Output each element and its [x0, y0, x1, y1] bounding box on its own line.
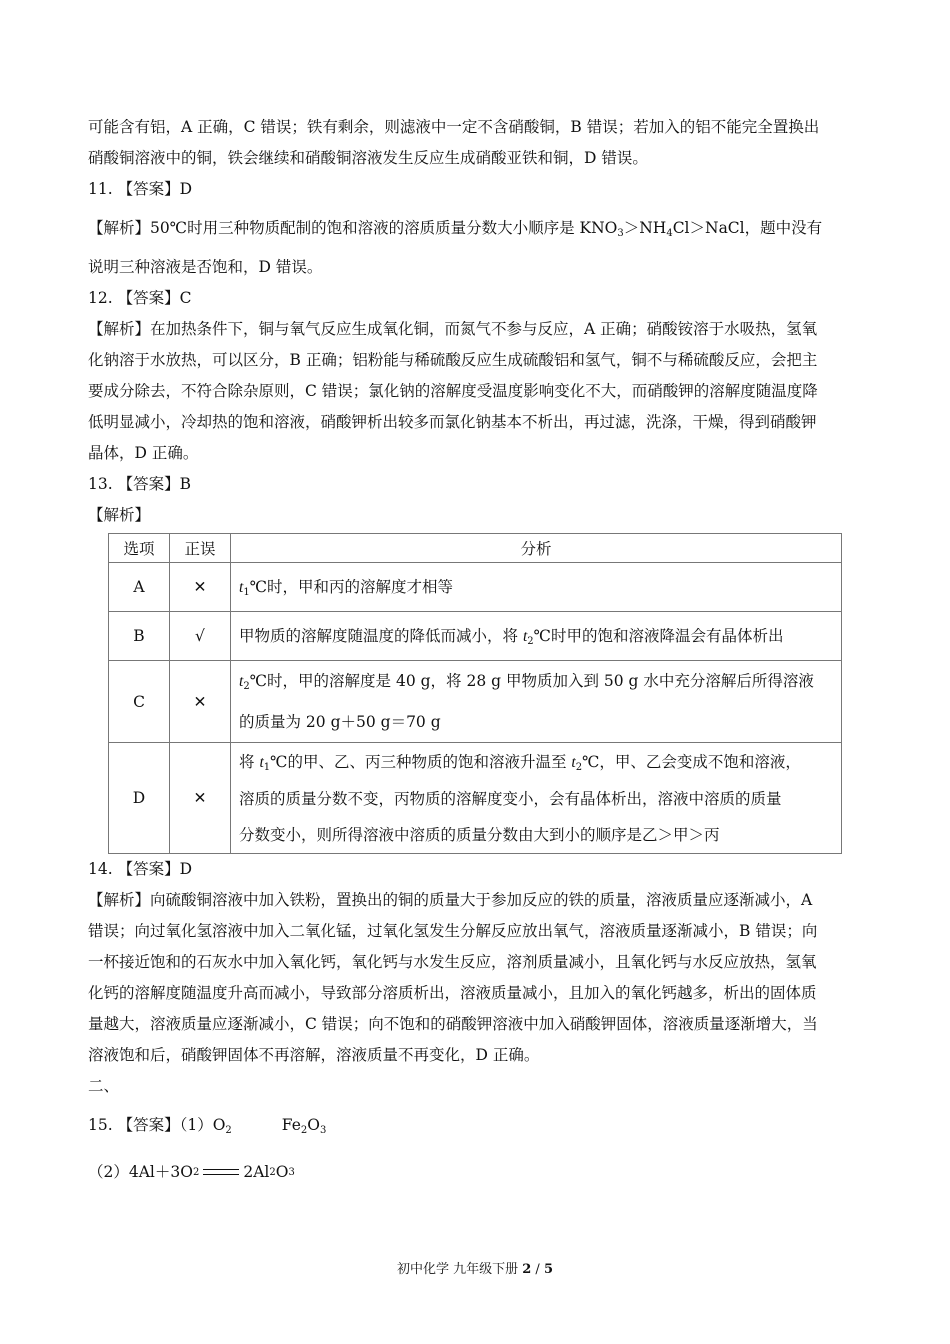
page-footer: [0, 1258, 950, 1277]
q13-answer: 13. 【答案】B: [88, 475, 191, 493]
q13-analysis-label: 【解析】: [88, 506, 151, 524]
footer-page: 2: [522, 1262, 532, 1277]
q12-line-5: 晶体，D 正确。: [88, 444, 199, 462]
row-analysis: 甲物质的溶解度随温度的降低而减小，将 $t_2℃$时甲的饱和溶液降温会有晶体析出: [231, 612, 842, 661]
table-row: [109, 661, 842, 743]
header-judgement: 正误: [170, 534, 231, 563]
row-analysis: 将 $t_1℃$的甲、乙、丙三种物质的饱和溶液升温至 $t_2℃$，甲、乙会变成不饱和溶液， 溶质的质量分数不变，丙物质的溶解度变小，会有晶体析出，溶液中溶质的质量 分数变小，则所得溶液中溶质的质量分数由大到小的顺序是乙＞甲＞丙: [231, 743, 842, 854]
q14-line-2: 错误；向过氧化氢溶液中加入二氧化锰，过氧化氢发生分解反应放出氧气，溶液质量逐渐减小，B 错误；向: [88, 922, 818, 940]
row-option: A: [109, 563, 170, 612]
q12-answer: 12. 【答案】C: [88, 289, 192, 307]
row-option: C: [109, 661, 170, 743]
cross-mark: ✕: [170, 563, 231, 612]
q12-line-1: 【解析】在加热条件下，铜与氧气反应生成氧化铜，而氮气不参与反应，A 正确；硝酸铵溶于水吸热，氢氧: [88, 320, 818, 338]
intro-line-2: 硝酸铜溶液中的铜，铁会继续和硝酸铜溶液发生反应生成硝酸亚铁和铜，D 错误。: [88, 149, 648, 167]
q11-analysis: 【解析】50℃时用三种物质配制的饱和溶液的溶质质量分数大小顺序是 $KNO_3>NH_4Cl>NaCl$，题中没有: [88, 219, 823, 239]
row-option: D: [109, 743, 170, 854]
q11-answer: 11. 【答案】D: [88, 180, 193, 198]
q15-answer-part2: （2）4Al＋3O 2 2Al 2 O 3: [88, 1163, 295, 1181]
q14-line-1: 【解析】向硫酸铜溶液中加入铁粉，置换出的铜的质量大于参加反应的铁的质量，溶液质量应逐渐减小，A: [88, 891, 813, 909]
q14-line-3: 一杯接近饱和的石灰水中加入氧化钙，氧化钙与水发生反应，溶剂质量减小，且氧化钙与水反应放热，氢氧: [88, 953, 817, 971]
q12-line-4: 低明显减小，冷却热的饱和溶液，硝酸钾析出较多而氯化钠基本不析出，再过滤，洗涤，干燥，得到硝酸钾: [88, 413, 817, 431]
q12-line-2: 化钠溶于水放热，可以区分，B 正确；铝粉能与稀硫酸反应生成硫酸铝和氢气，铜不与稀硫酸反应，会把主: [88, 351, 818, 369]
table-row: [109, 743, 842, 854]
table-row: [109, 563, 842, 612]
q15-answer-part1: 15. 【答案】$(1)O_2$ $Fe_2O_3$: [88, 1116, 327, 1136]
footer-total: 5: [543, 1262, 553, 1277]
q12-line-3: 要成分除去，不符合除杂原则，C 错误；氯化钠的溶解度受温度影响变化不大，而硝酸钾的溶解度随温度降: [88, 382, 818, 400]
cross-mark: ✕: [170, 661, 231, 743]
q14-line-4: 化钙的溶解度随温度升高而减小，导致部分溶质析出，溶液质量减小，且加入的氧化钙越多，析出的固体质: [88, 984, 817, 1002]
header-option: 选项: [109, 534, 170, 563]
header-analysis: 分析: [231, 534, 842, 563]
footer-sep: /: [531, 1262, 544, 1277]
table-header-row: [109, 534, 842, 563]
row-analysis: $t_2℃$时，甲的溶解度是 40 g，将 28 g 甲物质加入到 50 g 水中充分溶解后所得溶液 的质量为 20 g＋50 g＝70 g: [231, 661, 842, 743]
q14-answer: 14. 【答案】D: [88, 860, 193, 878]
check-mark: √: [170, 612, 231, 661]
intro-line-1: 可能含有铝，A 正确，C 错误；铁有剩余，则滤液中一定不含硝酸铜，B 错误；若加入的铝不能完全置换出: [88, 118, 820, 136]
page-content: [88, 112, 864, 1196]
section-heading: 二、: [88, 1077, 120, 1095]
row-option: B: [109, 612, 170, 661]
q14-line-6: 溶液饱和后，硝酸钾固体不再溶解，溶液质量不再变化，D 正确。: [88, 1046, 540, 1064]
row-analysis: $t_1℃$时，甲和丙的溶解度才相等: [231, 563, 842, 612]
q14-line-5: 量越大，溶液质量应逐渐减小，C 错误；向不饱和的硝酸钾溶液中加入硝酸钾固体，溶液质量逐渐增大，当: [88, 1015, 818, 1033]
q11-analysis-line-2: 说明三种溶液是否饱和，D 错误。: [88, 258, 323, 276]
table-row: [109, 612, 842, 661]
q13-analysis-table: [108, 533, 842, 854]
cross-mark: ✕: [170, 743, 231, 854]
equals-sign: [203, 1169, 239, 1175]
footer-text: 初中化学 九年级下册: [396, 1262, 523, 1277]
